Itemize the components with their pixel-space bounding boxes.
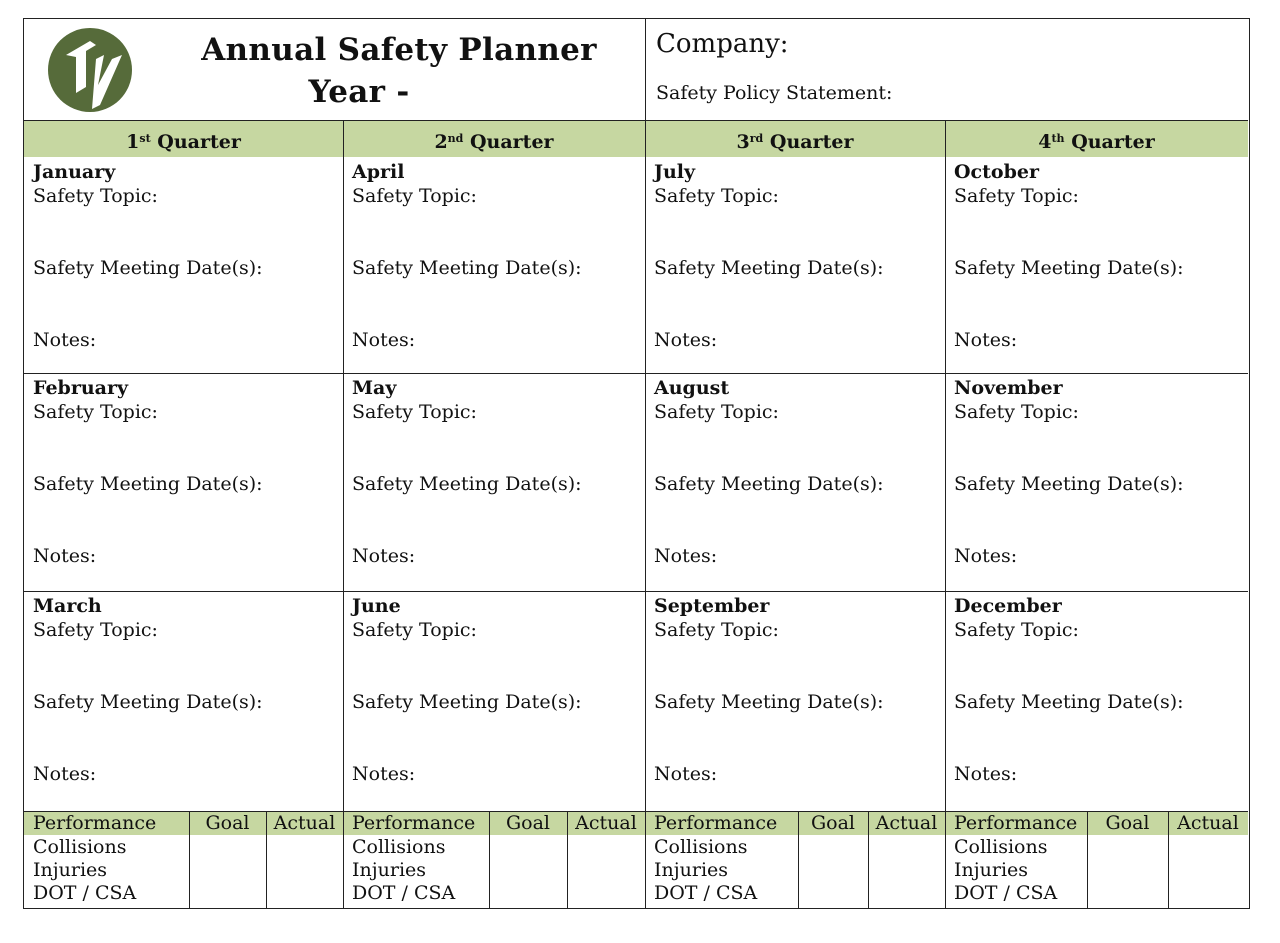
metric-injuries: Injuries <box>352 859 427 881</box>
actual-cell[interactable] <box>569 882 643 905</box>
month-label-february: February <box>33 377 129 399</box>
notes-label: Notes: <box>654 763 718 785</box>
metric-dot-csa: DOT / CSA <box>654 882 758 904</box>
actual-cell[interactable] <box>1170 836 1246 859</box>
quarter-2-header <box>343 120 645 161</box>
goal-cell[interactable] <box>491 836 565 859</box>
notes-label: Notes: <box>33 329 97 351</box>
goal-header: Goal <box>1105 812 1150 834</box>
safety-topic-label: Safety Topic: <box>33 401 158 423</box>
grid-line <box>945 120 946 908</box>
notes-label: Notes: <box>654 329 718 351</box>
notes-label: Notes: <box>954 763 1018 785</box>
performance-header: Performance <box>352 812 476 834</box>
goal-header: Goal <box>810 812 856 834</box>
safety-topic-label: Safety Topic: <box>33 185 158 207</box>
month-label-november: November <box>954 377 1063 399</box>
performance-header: Performance <box>654 812 778 834</box>
safety-meeting-date-label: Safety Meeting Date(s): <box>654 257 884 279</box>
notes-label: Notes: <box>33 763 97 785</box>
month-label-may: May <box>352 377 397 399</box>
safety-meeting-date-label: Safety Meeting Date(s): <box>352 257 582 279</box>
quarter-word: Quarter <box>157 131 241 153</box>
notes-label: Notes: <box>954 329 1018 351</box>
metric-collisions: Collisions <box>352 836 446 858</box>
quarter-ordinal-suffix: rd <box>749 132 764 145</box>
metric-dot-csa: DOT / CSA <box>33 882 137 904</box>
actual-cell[interactable] <box>268 882 341 905</box>
safety-topic-label: Safety Topic: <box>954 185 1079 207</box>
quarter-number: 3 <box>736 131 750 153</box>
goal-header: Goal <box>505 812 551 834</box>
quarter-ordinal-suffix: th <box>1051 132 1065 145</box>
company-logo-icon <box>46 27 134 113</box>
quarter-ordinal-suffix: nd <box>447 132 464 145</box>
safety-topic-label: Safety Topic: <box>352 401 477 423</box>
actual-cell[interactable] <box>268 836 341 859</box>
grid-line <box>24 373 1248 374</box>
quarter-3-header <box>645 120 945 161</box>
safety-topic-label: Safety Topic: <box>33 619 158 641</box>
safety-meeting-date-label: Safety Meeting Date(s): <box>352 691 582 713</box>
metric-dot-csa: DOT / CSA <box>352 882 456 904</box>
goal-cell[interactable] <box>491 859 565 882</box>
safety-topic-label: Safety Topic: <box>654 619 779 641</box>
actual-header: Actual <box>875 812 938 834</box>
company-label: Company: <box>656 29 789 59</box>
actual-header: Actual <box>273 812 336 834</box>
notes-label: Notes: <box>352 545 416 567</box>
notes-label: Notes: <box>954 545 1018 567</box>
performance-header: Performance <box>33 812 157 834</box>
safety-meeting-date-label: Safety Meeting Date(s): <box>33 473 263 495</box>
safety-topic-label: Safety Topic: <box>654 401 779 423</box>
quarter-word: Quarter <box>769 131 854 153</box>
actual-cell[interactable] <box>870 882 943 905</box>
actual-cell[interactable] <box>1170 882 1246 905</box>
actual-cell[interactable] <box>1170 859 1246 882</box>
safety-meeting-date-label: Safety Meeting Date(s): <box>352 473 582 495</box>
actual-header: Actual <box>1177 812 1239 834</box>
metric-collisions: Collisions <box>33 836 127 858</box>
metric-injuries: Injuries <box>33 859 108 881</box>
goal-cell[interactable] <box>191 882 264 905</box>
goal-cell[interactable] <box>1089 882 1166 905</box>
actual-cell[interactable] <box>870 859 943 882</box>
goal-cell[interactable] <box>1089 836 1166 859</box>
safety-meeting-date-label: Safety Meeting Date(s): <box>954 473 1184 495</box>
month-label-april: April <box>352 161 405 183</box>
actual-cell[interactable] <box>870 836 943 859</box>
month-label-january: January <box>33 161 116 183</box>
grid-line <box>24 591 1248 592</box>
actual-header: Actual <box>575 812 637 834</box>
actual-cell[interactable] <box>569 859 643 882</box>
safety-topic-label: Safety Topic: <box>954 619 1079 641</box>
metric-injuries: Injuries <box>954 859 1029 881</box>
safety-meeting-date-label: Safety Meeting Date(s): <box>33 257 263 279</box>
safety-meeting-date-label: Safety Meeting Date(s): <box>33 691 263 713</box>
safety-planner-sheet <box>23 18 1250 909</box>
month-label-october: October <box>954 161 1039 183</box>
goal-cell[interactable] <box>191 859 264 882</box>
page-title: Annual Safety Planner <box>201 32 597 68</box>
goal-cell[interactable] <box>1089 859 1166 882</box>
metric-collisions: Collisions <box>954 836 1048 858</box>
goal-cell[interactable] <box>800 882 866 905</box>
metric-collisions: Collisions <box>654 836 748 858</box>
quarter-word: Quarter <box>470 131 554 153</box>
month-label-august: August <box>654 377 730 399</box>
safety-meeting-date-label: Safety Meeting Date(s): <box>654 691 884 713</box>
safety-policy-label: Safety Policy Statement: <box>656 82 893 104</box>
year-label: Year - <box>308 74 410 110</box>
quarter-word: Quarter <box>1071 131 1155 153</box>
goal-cell[interactable] <box>800 859 866 882</box>
actual-cell[interactable] <box>268 859 341 882</box>
goal-header: Goal <box>205 812 250 834</box>
safety-topic-label: Safety Topic: <box>654 185 779 207</box>
month-label-june: June <box>352 595 401 617</box>
safety-topic-label: Safety Topic: <box>954 401 1079 423</box>
safety-topic-label: Safety Topic: <box>352 619 477 641</box>
safety-topic-label: Safety Topic: <box>352 185 477 207</box>
safety-meeting-date-label: Safety Meeting Date(s): <box>654 473 884 495</box>
goal-cell[interactable] <box>191 836 264 859</box>
month-label-september: September <box>654 595 770 617</box>
quarter-4-header <box>945 120 1248 161</box>
quarter-1-header <box>24 120 343 161</box>
goal-cell[interactable] <box>800 836 866 859</box>
quarter-number: 2 <box>434 131 448 153</box>
metric-dot-csa: DOT / CSA <box>954 882 1058 904</box>
month-label-july: July <box>654 161 696 183</box>
safety-meeting-date-label: Safety Meeting Date(s): <box>954 257 1184 279</box>
notes-label: Notes: <box>33 545 97 567</box>
month-label-march: March <box>33 595 102 617</box>
goal-cell[interactable] <box>491 882 565 905</box>
quarter-number: 4 <box>1038 131 1052 153</box>
notes-label: Notes: <box>352 329 416 351</box>
metric-injuries: Injuries <box>654 859 729 881</box>
grid-line <box>343 120 344 908</box>
actual-cell[interactable] <box>569 836 643 859</box>
month-label-december: December <box>954 595 1062 617</box>
notes-label: Notes: <box>654 545 718 567</box>
notes-label: Notes: <box>352 763 416 785</box>
quarter-number: 1 <box>126 131 140 153</box>
quarter-ordinal-suffix: st <box>139 132 151 145</box>
safety-meeting-date-label: Safety Meeting Date(s): <box>954 691 1184 713</box>
performance-header: Performance <box>954 812 1078 834</box>
